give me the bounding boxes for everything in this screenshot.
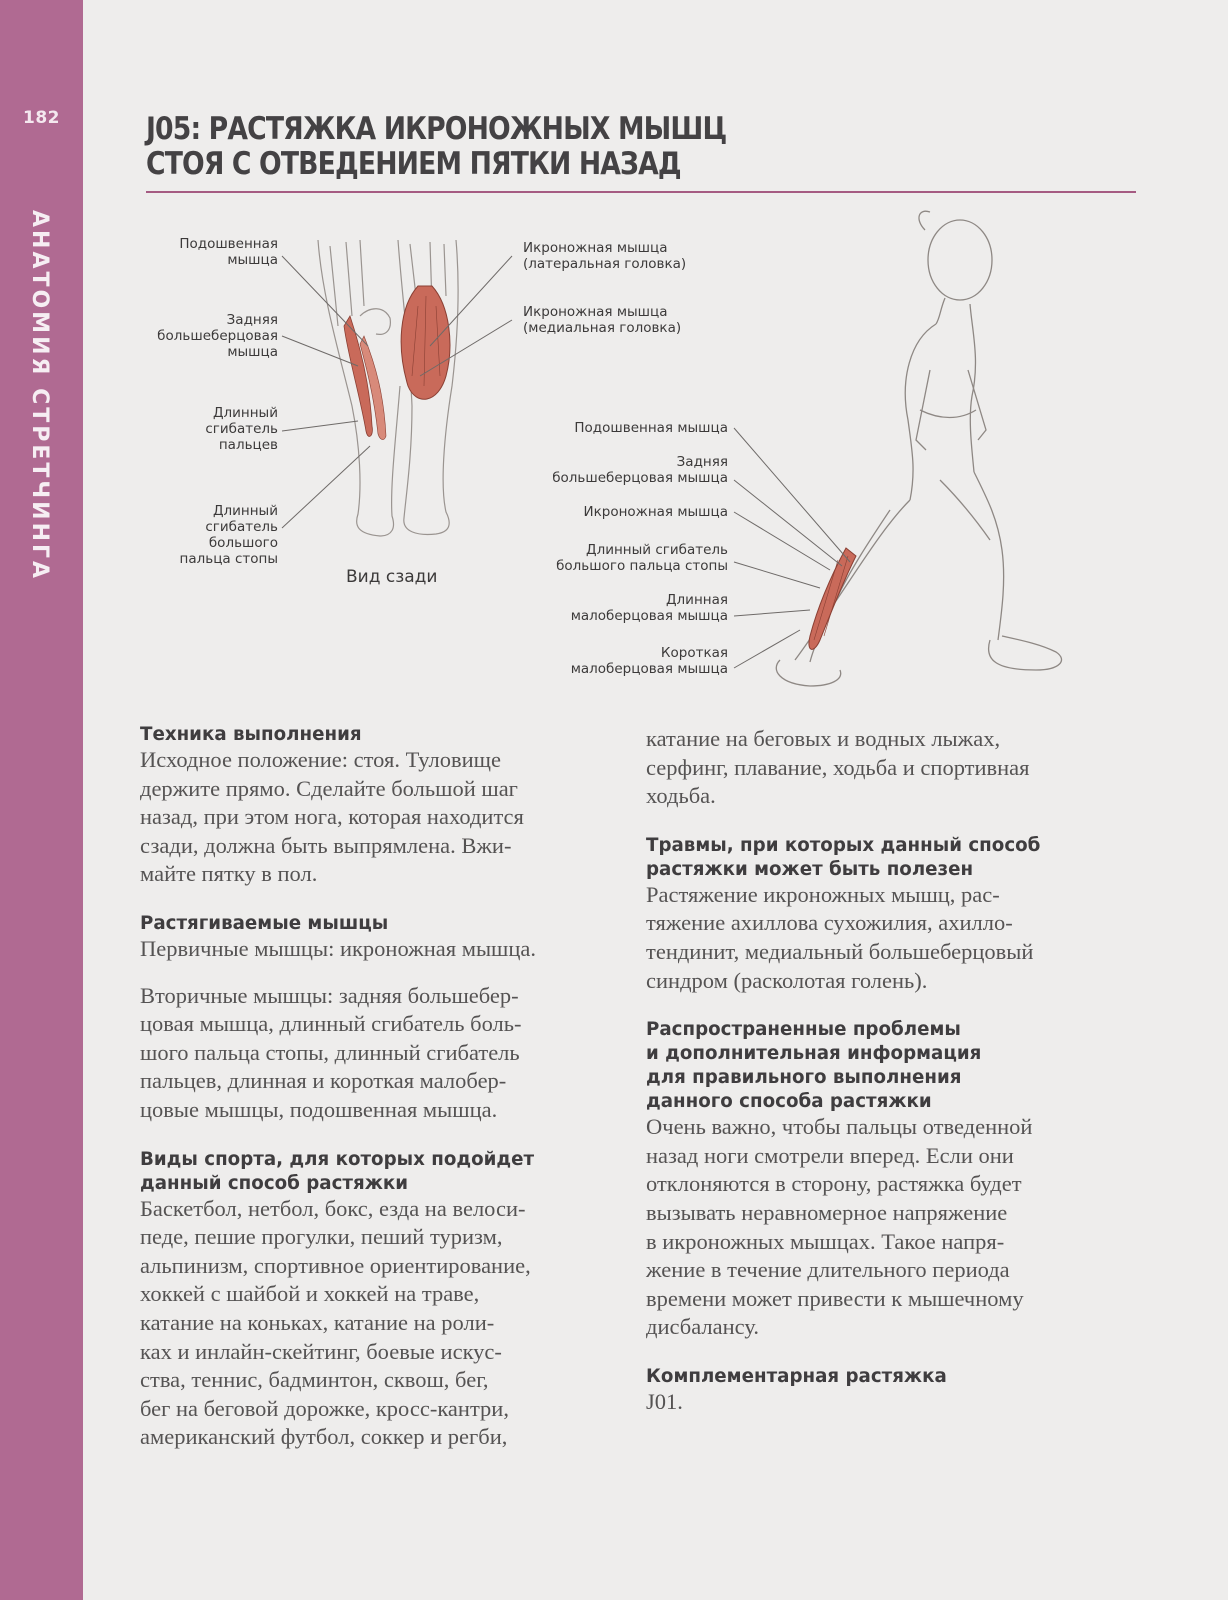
rear-label-gastroc-medial	[523, 304, 681, 336]
page-title	[146, 112, 989, 182]
label-line: мышца	[227, 344, 278, 360]
label-line: Длинный	[212, 405, 278, 421]
page-number: 182	[23, 108, 60, 128]
heading-line: для правильного выполнения	[646, 1066, 962, 1089]
text-line: хоккей с шайбой и хоккей на траве,	[140, 1281, 480, 1307]
rear-label-tibialis-posterior	[130, 312, 278, 360]
complementary-heading: Комплементарная растяжка	[646, 1364, 947, 1387]
technique-heading: Техника выполнения	[140, 723, 362, 745]
text-line: цовая мышца, длинный сгибатель боль-	[140, 1011, 522, 1037]
label-line: Короткая	[660, 645, 728, 661]
text-line: сзади, должна быть выпрямлена. Вжи-	[140, 832, 512, 858]
label-line: Подошвенная мышца	[574, 420, 728, 436]
side-label-plantaris	[500, 420, 728, 436]
label-line: Задняя	[676, 454, 728, 470]
side-label-tibialis-posterior	[500, 454, 728, 486]
text-line: катание на беговых и водных лыжах,	[646, 726, 1001, 751]
text-line: тендинит, медиальный большеберцовый	[646, 938, 1034, 964]
text-line: Вторичные мышцы: задняя большебер-	[140, 982, 519, 1008]
text-line: дисбалансу.	[646, 1314, 759, 1340]
text-line: тяжение ахиллова сухожилия, ахилло-	[646, 910, 1013, 936]
left-column	[140, 722, 620, 1452]
text-line: цовые мышцы, подошвенная мышца.	[140, 1096, 498, 1122]
heading-line: данный способ растяжки	[140, 1171, 409, 1194]
sports-heading	[140, 1147, 601, 1195]
text-line: жение в течение длительного периода	[646, 1257, 1010, 1283]
label-line: мышца	[227, 252, 278, 268]
text-line: назад ноги смотрели вперед. Если они	[646, 1142, 1014, 1168]
rear-label-flexor-digitorum	[130, 405, 278, 453]
rear-view-leader-lines	[280, 236, 520, 556]
title-line-1: J05: РАСТЯЖКА ИКРОНОЖНЫХ МЫШЦ	[146, 111, 727, 147]
text-line: отклоняются в сторону, растяжка будет	[646, 1171, 1022, 1197]
text-line: в икроножных мышцах. Такое напря-	[646, 1228, 1005, 1254]
technique-text	[140, 746, 620, 889]
label-line: большеберцовая	[157, 328, 278, 344]
text-line: назад, при этом нога, которая находится	[140, 804, 524, 830]
text-line: шого пальца стопы, длинный сгибатель	[140, 1039, 520, 1065]
title-rule	[146, 191, 1136, 193]
complementary-text: J01.	[646, 1388, 683, 1414]
text-line: Баскетбол, нетбол, бокс, езда на велоси-	[140, 1195, 526, 1221]
text-line: серфинг, плавание, ходьба и спортивная	[646, 754, 1030, 780]
right-column	[646, 725, 1126, 1417]
injuries-text	[646, 881, 1126, 995]
label-line: (медиальная головка)	[523, 320, 682, 336]
section-label: АНАТОМИЯ СТРЕТЧИНГА	[27, 210, 52, 582]
rear-view-caption: Вид сзади	[346, 567, 438, 587]
heading-line: данного способа растяжки	[646, 1090, 932, 1113]
heading-line: Травмы, при которых данный способ	[646, 833, 1041, 856]
text-line: американский футбол, соккер и регби,	[140, 1424, 508, 1450]
text-line: ках и инлайн-скейтинг, боевые искус-	[140, 1338, 502, 1364]
heading-line: растяжки может быть полезен	[646, 857, 974, 880]
label-line: (латеральная головка)	[523, 256, 687, 272]
problems-text	[646, 1113, 1126, 1342]
text-line: синдром (расколотая голень).	[646, 967, 928, 993]
text-line: педе, пешие прогулки, пеший туризм,	[140, 1224, 503, 1250]
text-line: вызывать неравномерное напряжение	[646, 1199, 1008, 1225]
sports-continued-text	[646, 725, 1126, 811]
heading-line: Виды спорта, для которых подойдет	[140, 1147, 535, 1170]
label-line: Длинный сгибатель	[586, 542, 728, 558]
text-line: бег на беговой дорожке, кросс-кантри,	[140, 1395, 509, 1421]
side-label-flexor-hallucis	[500, 542, 728, 574]
text-line: Исходное положение: стоя. Туловище	[140, 747, 501, 772]
label-line: Икроножная мышца	[523, 240, 668, 256]
heading-line: Распространенные проблемы	[646, 1018, 961, 1041]
injuries-heading	[646, 833, 1107, 881]
sports-text	[140, 1195, 620, 1452]
label-line: Длинная	[666, 592, 728, 608]
title-line-2: СТОЯ С ОТВЕДЕНИЕМ ПЯТКИ НАЗАД	[146, 146, 681, 182]
heading-line: и дополнительная информация	[646, 1042, 982, 1065]
label-line: Подошвенная	[179, 236, 278, 252]
label-line: малоберцовая мышца	[570, 661, 728, 677]
problems-heading	[646, 1017, 1107, 1113]
text-line: пальцев, длинная и короткая малобер-	[140, 1068, 507, 1094]
label-line: большого	[208, 535, 278, 551]
label-line: Длинный	[212, 503, 278, 519]
text-line: ства, теннис, бадминтон, сквош, бег,	[140, 1367, 489, 1393]
text-line: катание на коньках, катание на роли-	[140, 1309, 495, 1335]
label-line: Икроножная мышца	[583, 504, 728, 520]
rear-label-plantaris	[130, 236, 278, 268]
muscles-heading: Растягиваемые мышцы	[140, 911, 389, 934]
label-line: большеберцовая мышца	[552, 470, 728, 486]
primary-muscles-text	[140, 935, 620, 964]
text-line: Первичные мышцы: икроножная мышца.	[140, 935, 537, 961]
side-label-peroneus-brevis	[500, 645, 728, 677]
label-line: сгибатель	[205, 421, 278, 437]
side-label-peroneus-longus	[500, 592, 728, 624]
label-line: малоберцовая мышца	[570, 608, 728, 624]
text-line: держите прямо. Сделайте большой шаг	[140, 775, 518, 801]
text-line: ходьба.	[646, 783, 716, 809]
label-line: Икроножная мышца	[523, 304, 668, 320]
label-line: Задняя	[226, 312, 278, 328]
text-line: времени может привести к мышечному	[646, 1285, 1024, 1311]
rear-label-gastroc-lateral	[523, 240, 686, 272]
text-line: Очень важно, чтобы пальцы отведенной	[646, 1114, 1033, 1140]
secondary-muscles-text	[140, 982, 620, 1125]
side-view-leader-lines	[730, 420, 860, 690]
label-line: большого пальца стопы	[556, 558, 728, 574]
text-line: альпинизм, спортивное ориентирование,	[140, 1252, 531, 1278]
label-line: сгибатель	[205, 519, 278, 535]
rear-label-flexor-hallucis	[130, 503, 278, 567]
side-label-gastrocnemius	[500, 504, 728, 520]
label-line: пальца стопы	[179, 551, 278, 567]
text-line: майте пятку в пол.	[140, 861, 318, 887]
label-line: пальцев	[218, 437, 278, 453]
text-line: Растяжение икроножных мышц, рас-	[646, 881, 1000, 907]
